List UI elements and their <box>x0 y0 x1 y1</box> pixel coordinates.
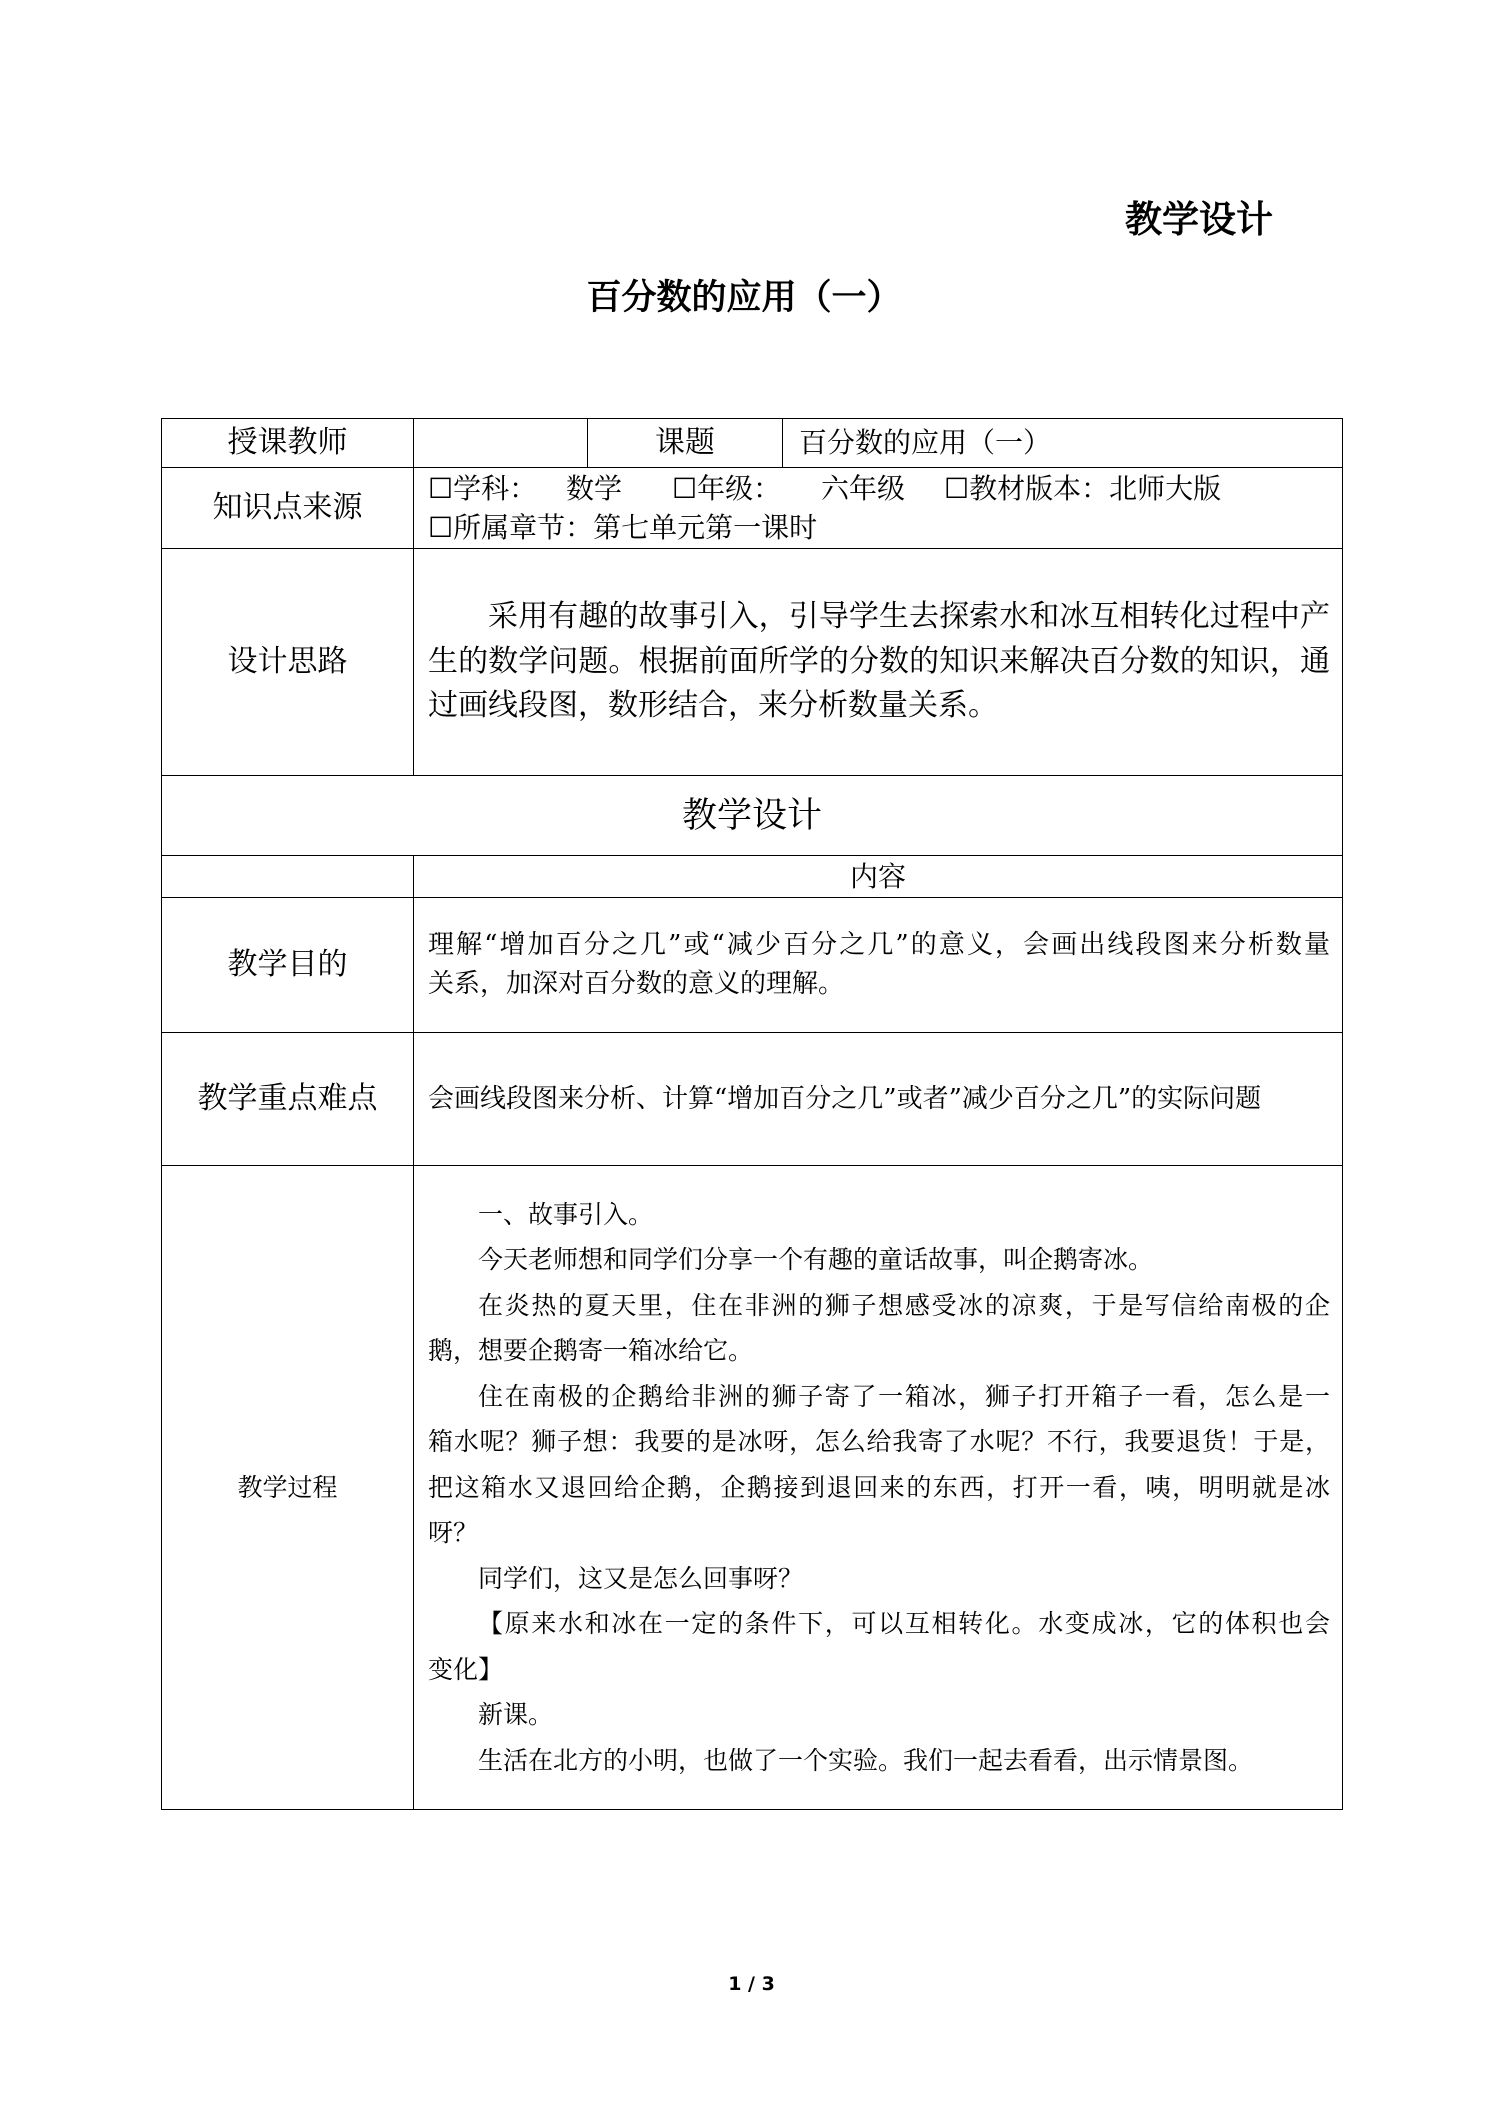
process-row <box>162 1166 1343 1810</box>
teacher-topic-row <box>162 419 1343 468</box>
key-points-cell <box>414 1033 1343 1166</box>
text-line: 鹅，想要企鹅寄一箱冰给它。 <box>428 1336 754 1366</box>
paragraph <box>428 1192 1330 1238</box>
blank-cell <box>162 856 414 898</box>
paragraph <box>428 1601 1330 1692</box>
text-line: 变化】 <box>428 1654 504 1684</box>
text-line: 呀？ <box>428 1518 479 1548</box>
paragraph <box>428 926 1330 1004</box>
paragraph <box>428 1283 1330 1374</box>
design-rationale-cell <box>414 549 1343 776</box>
paragraph <box>428 1374 1330 1556</box>
paragraph <box>428 1738 1330 1784</box>
text-line: 住在南极的企鹅给非洲的狮子寄了一箱冰，狮子打开箱子一看，怎么是一 <box>478 1381 1330 1411</box>
process-cell <box>414 1166 1343 1810</box>
text-line: 新课。 <box>478 1700 554 1730</box>
textbook-edition: ☐教材版本：北师大版 <box>944 472 1222 505</box>
key-points-label: 教学重点难点 <box>162 1033 414 1166</box>
grade-value: 六年级 <box>821 472 906 505</box>
knowledge-source-row <box>162 468 1343 549</box>
knowledge-source-content <box>428 469 1330 547</box>
text-line: 过画线段图，数形结合，来分析数量关系。 <box>428 688 998 724</box>
paragraph <box>428 595 1330 729</box>
objective-row <box>162 898 1343 1033</box>
design-rationale-text <box>428 595 1330 729</box>
process-label: 教学过程 <box>162 1166 414 1810</box>
topic-label: 课题 <box>588 419 783 468</box>
objective-cell <box>414 898 1343 1033</box>
paragraph <box>428 1556 1330 1602</box>
teacher-value-cell <box>414 419 588 468</box>
lesson-title: 百分数的应用（一） <box>586 278 902 318</box>
text-line: 采用有趣的故事引入，引导学生去探索水和冰互相转化过程中产 <box>488 599 1330 635</box>
page-number: 1 / 3 <box>728 1973 775 1995</box>
objective-label: 教学目的 <box>162 898 414 1033</box>
content-heading: 内容 <box>414 856 1343 898</box>
paragraph <box>428 1080 1330 1119</box>
text-line: 一、故事引入。 <box>478 1199 654 1229</box>
text-line: 把这箱水又退回给企鹅，企鹅接到退回来的东西，打开一看，咦，明明就是冰 <box>428 1472 1330 1502</box>
paragraph <box>428 1237 1330 1283</box>
source-line-2 <box>428 508 1330 547</box>
source-line-1 <box>428 469 1330 508</box>
document-type-heading: 教学设计 <box>1125 198 1273 241</box>
text-line: 会画线段图来分析、计算“增加百分之几”或者”减少百分之几”的实际问题 <box>428 1083 1262 1114</box>
section-heading: 教学设计 <box>162 776 1343 856</box>
knowledge-source-cell <box>414 468 1343 549</box>
design-rationale-label: 设计思路 <box>162 549 414 776</box>
topic-value: 百分数的应用（一） <box>783 419 1343 468</box>
objective-text <box>428 926 1330 1004</box>
lesson-plan-table <box>161 418 1343 1810</box>
teacher-label: 授课教师 <box>162 419 414 468</box>
key-points-text <box>428 1080 1330 1119</box>
design-rationale-row <box>162 549 1343 776</box>
content-heading-row <box>162 856 1343 898</box>
subject-value: 数学 <box>566 472 623 505</box>
text-line: 箱水呢？狮子想：我要的是冰呀，怎么给我寄了水呢？不行，我要退货！于是， <box>428 1427 1330 1457</box>
text-line: 在炎热的夏天里，住在非洲的狮子想感受冰的凉爽，于是写信给南极的企 <box>478 1290 1330 1320</box>
key-points-row <box>162 1033 1343 1166</box>
knowledge-source-label: 知识点来源 <box>162 468 414 549</box>
process-text <box>428 1192 1330 1784</box>
subject-label: ☐学科： <box>428 472 538 505</box>
text-line: 生的数学问题。根据前面所学的分数的知识来解决百分数的知识，通 <box>428 643 1330 679</box>
paragraph <box>428 1692 1330 1738</box>
text-line: 【原来水和冰在一定的条件下，可以互相转化。水变成冰，它的体积也会 <box>478 1609 1330 1639</box>
text-line: 理解“增加百分之几”或“减少百分之几”的意义，会画出线段图来分析数量 <box>428 930 1330 960</box>
text-line: 关系，加深对百分数的意义的理解。 <box>428 969 845 999</box>
chapter-info: ☐所属章节：第七单元第一课时 <box>428 511 818 544</box>
grade-label: ☐年级： <box>672 472 782 505</box>
text-line: 生活在北方的小明，也做了一个实验。我们一起去看看，出示情景图。 <box>478 1745 1254 1775</box>
text-line: 今天老师想和同学们分享一个有趣的童话故事，叫企鹅寄冰。 <box>478 1245 1154 1275</box>
section-heading-row <box>162 776 1343 856</box>
text-line: 同学们，这又是怎么回事呀？ <box>478 1563 804 1593</box>
